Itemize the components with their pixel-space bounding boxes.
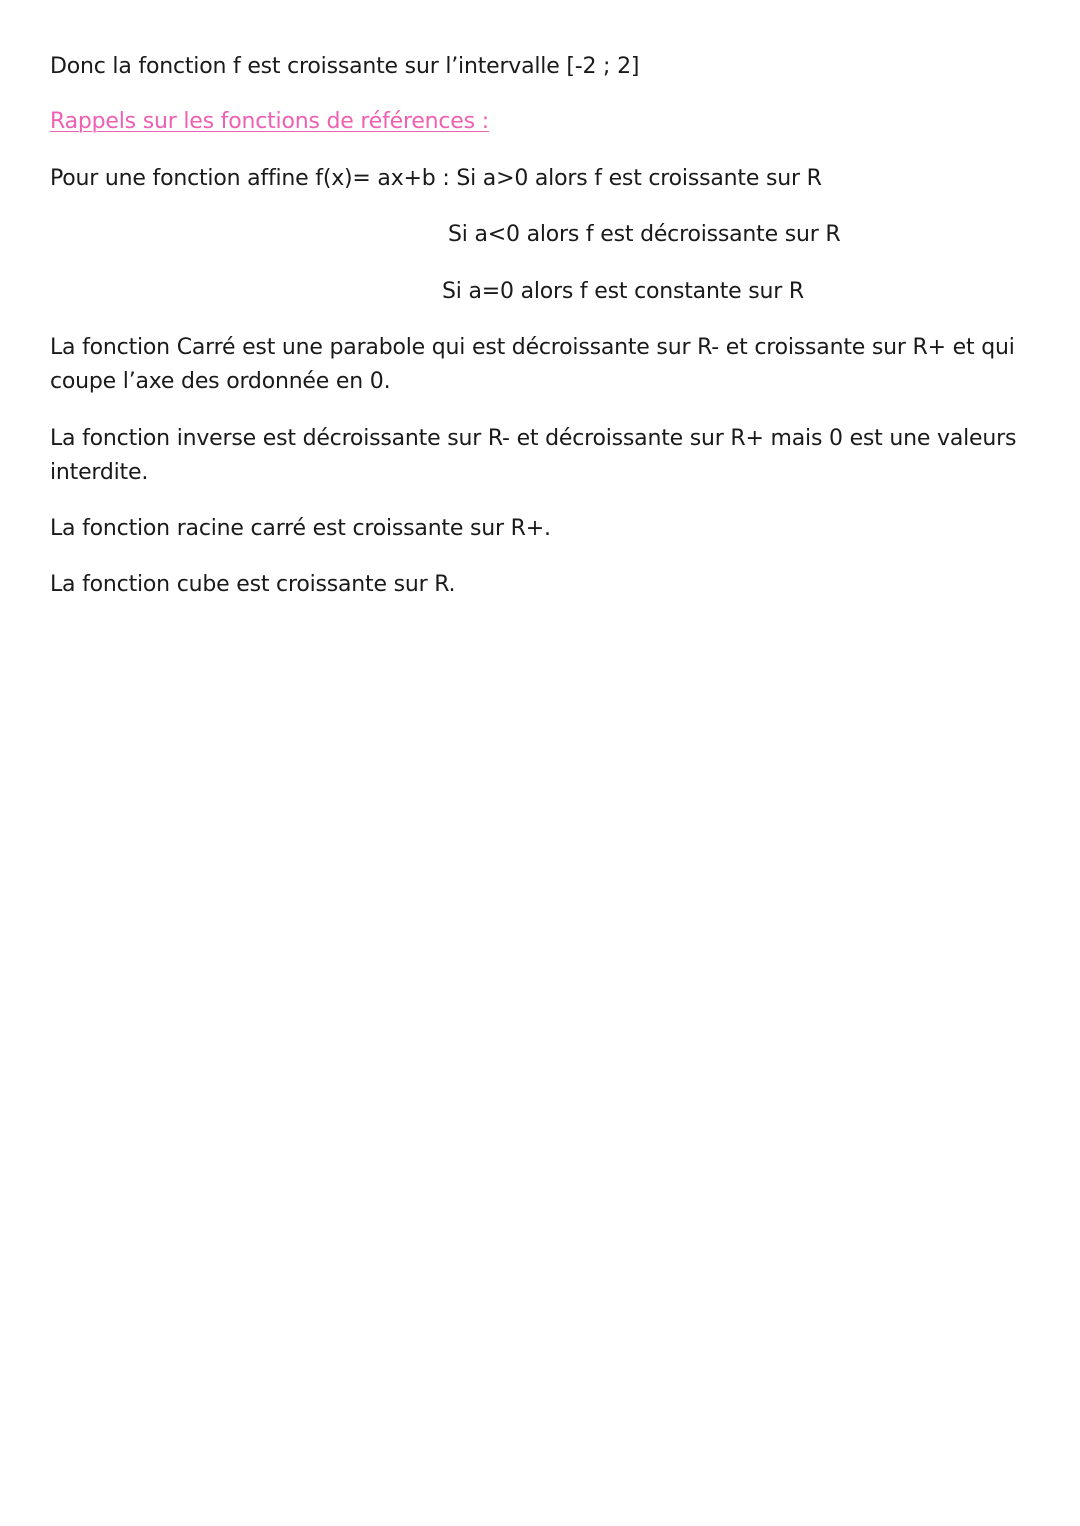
affine-case-zero: Si a=0 alors f est constante sur R	[442, 279, 804, 304]
cube-line: La fonction cube est croissante sur R.	[50, 572, 456, 597]
inverse-paragraph: La fonction inverse est décroissante sur R- et décroissante sur R+ mais 0 est une valeurs interdite.	[50, 426, 1017, 485]
rappels-heading: Rappels sur les fonctions de références :	[50, 109, 489, 134]
conclusion-line: Donc la fonction f est croissante sur l’intervalle [-2 ; 2]	[50, 54, 640, 79]
racine-line: La fonction racine carré est croissante sur R+.	[50, 516, 551, 541]
affine-case-negative: Si a<0 alors f est décroissante sur R	[448, 222, 841, 247]
affine-intro-line: Pour une fonction affine f(x)= ax+b : Si a>0 alors f est croissante sur R	[50, 166, 822, 191]
carre-paragraph: La fonction Carré est une parabole qui est décroissante sur R- et croissante sur R+ et qui coupe l’axe des ordonnée en 0.	[50, 335, 1015, 394]
